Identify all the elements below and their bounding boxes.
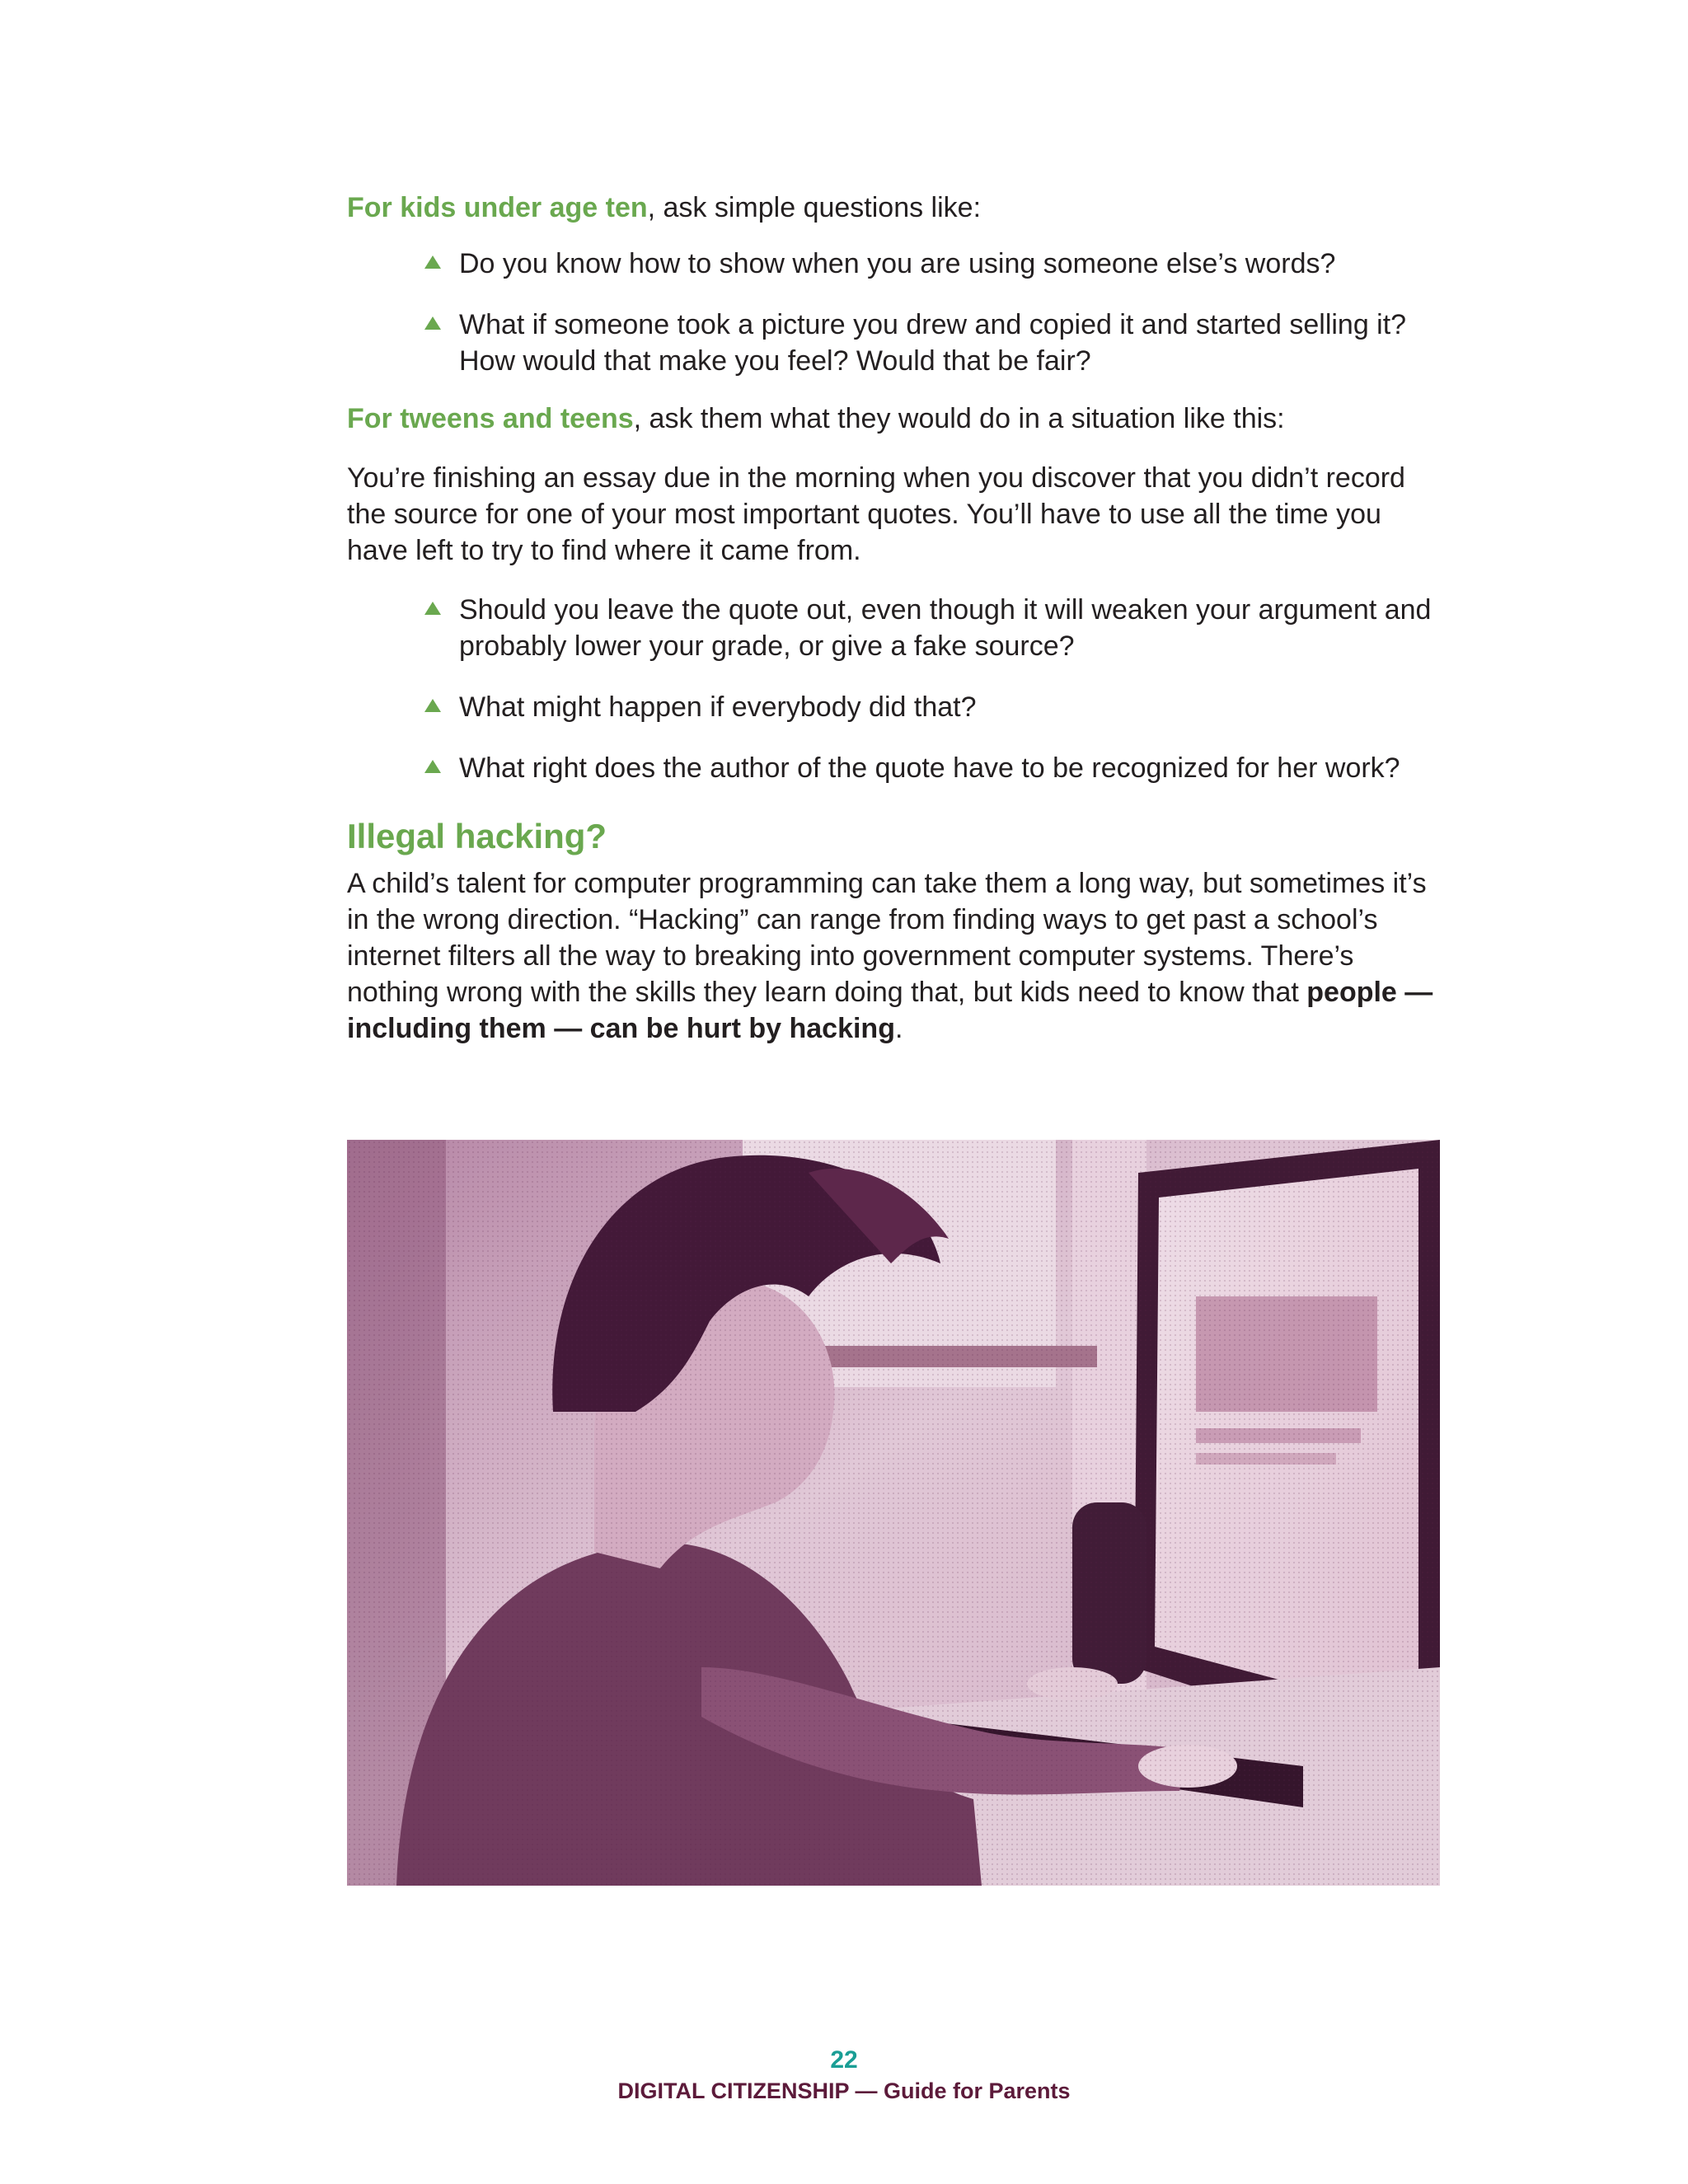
- list-item: [424, 750, 1443, 786]
- teens-questions-list: [424, 592, 1443, 786]
- list-item: [424, 689, 1443, 725]
- teens-intro-highlight: For tweens and teens: [347, 403, 634, 434]
- question-text: Should you leave the quote out, even though it will weaken your argument and probably lower your grade, or give a fake source?: [459, 594, 1432, 662]
- teen-at-computer-photo: [347, 1140, 1440, 1886]
- triangle-bullet-icon: [424, 760, 441, 773]
- list-item: [424, 246, 1443, 282]
- question-text: What if someone took a picture you drew and copied it and started selling it? How would that make you feel? Would that be fair?: [459, 309, 1407, 377]
- triangle-bullet-icon: [424, 602, 441, 615]
- list-item: [424, 592, 1443, 664]
- question-text: What might happen if everybody did that?: [459, 691, 977, 723]
- hacking-body-text: A child’s talent for computer programming can take them a long way, but sometimes it’s in the wrong direction. “Hacking” can range from finding ways to get past a school’s internet filters all the way to breaking into government computer systems. There’s nothing wrong with the skills they learn doing that, but kids need to know that: [347, 868, 1427, 1008]
- hacking-end: .: [894, 1013, 903, 1044]
- section-heading-hacking: Illegal hacking?: [347, 817, 607, 855]
- hacking-paragraph: [347, 865, 1443, 1047]
- hacking-emphasis: people — including them — can be hurt by hacking: [347, 977, 1433, 1044]
- question-text: Do you know how to show when you are using someone else’s words?: [459, 248, 1336, 279]
- page-number: 22: [830, 2046, 858, 2074]
- photo-illustration: [347, 1140, 1440, 1886]
- triangle-bullet-icon: [424, 255, 441, 269]
- teens-intro: [347, 401, 1443, 437]
- triangle-bullet-icon: [424, 699, 441, 712]
- footer-title-rest: — Guide for Parents: [848, 2079, 1071, 2103]
- footer-title-bold: DIGITAL CITIZENSHIP: [617, 2079, 849, 2103]
- kids-intro-text: , ask simple questions like:: [647, 192, 982, 223]
- triangle-bullet-icon: [424, 316, 441, 330]
- kids-intro-highlight: For kids under age ten: [347, 192, 648, 223]
- footer-title: [0, 2077, 1688, 2105]
- question-text: What right does the author of the quote have to be recognized for her work?: [459, 752, 1400, 784]
- list-item: [424, 307, 1443, 379]
- kids-questions-list: [424, 246, 1443, 379]
- kids-intro: [347, 190, 1443, 226]
- main-content: [347, 190, 1443, 1047]
- scenario-paragraph: You’re finishing an essay due in the morning when you discover that you didn’t record the source for one of your most important quotes. You’ll have to use all the time you have left to try to find where it came from.: [347, 462, 1405, 566]
- teens-intro-text: , ask them what they would do in a situation like this:: [633, 403, 1285, 434]
